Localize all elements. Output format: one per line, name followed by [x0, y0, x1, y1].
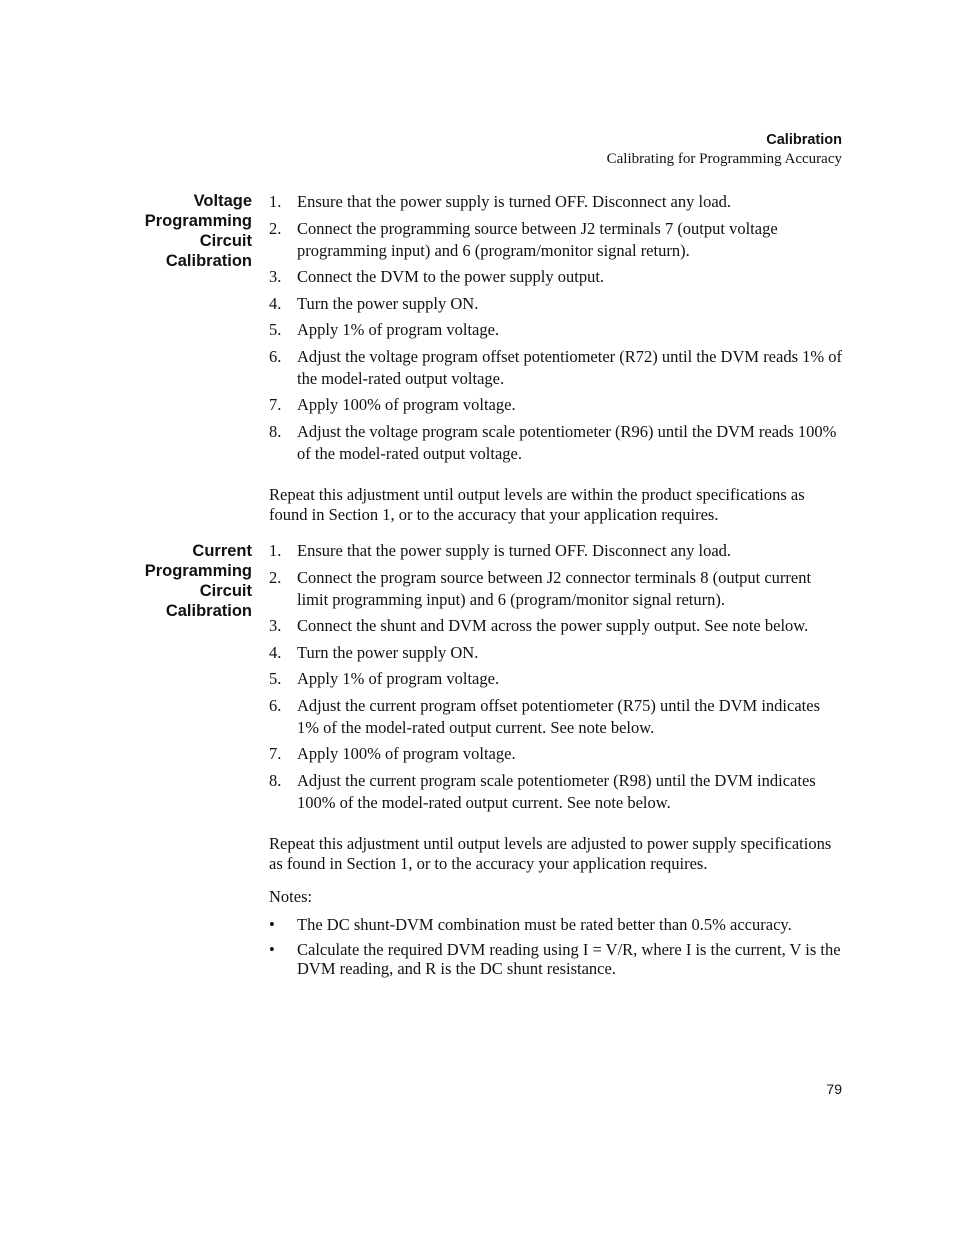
step-number: 8.	[269, 770, 282, 790]
list-item	[269, 567, 844, 611]
step-text: Adjust the voltage program scale potentiometer (R96) until the DVM reads 100% of the model-rated output voltage.	[297, 421, 837, 463]
list-item	[269, 346, 844, 390]
list-item	[269, 293, 844, 315]
list-item	[269, 191, 844, 213]
voltage-steps-list	[269, 191, 844, 465]
step-number: 1.	[269, 541, 282, 560]
list-item	[269, 266, 844, 288]
list-item	[269, 770, 844, 814]
step-text: Turn the power supply ON.	[297, 642, 479, 662]
list-item	[269, 319, 844, 341]
step-number: 3.	[269, 616, 282, 635]
list-item	[269, 642, 844, 664]
heading-line: Programming	[144, 562, 252, 580]
list-item	[269, 695, 844, 739]
notes-list	[269, 915, 844, 978]
current-repeat-paragraph: Repeat this adjustment until output levels are adjusted to power supply specifications as found in Section 1, or to the accuracy your application requires.	[269, 833, 832, 873]
step-number: 7.	[269, 395, 282, 414]
step-number: 2.	[269, 567, 282, 587]
note-text: Calculate the required DVM reading using I = V/R, where I is the current, V is the DVM reading, and R is the DC shunt resistance.	[297, 939, 841, 978]
heading-line: Programming	[144, 212, 252, 230]
list-item	[269, 394, 844, 416]
step-number: 6.	[269, 346, 282, 366]
step-text: Turn the power supply ON.	[297, 293, 479, 313]
list-item	[269, 421, 844, 465]
voltage-section-body	[269, 191, 844, 525]
step-text: Apply 1% of program voltage.	[297, 669, 500, 688]
step-number: 2.	[269, 218, 282, 238]
running-head-chapter: Calibration	[766, 132, 842, 148]
step-text: Connect the program source between J2 connector terminals 8 (output current limit programming input) and 6 (program/monitor signal return).	[297, 567, 812, 609]
step-text: Apply 1% of program voltage.	[297, 320, 500, 339]
list-item	[269, 615, 844, 637]
step-text: Apply 100% of program voltage.	[297, 395, 516, 414]
note-text: The DC shunt-DVM combination must be rated better than 0.5% accuracy.	[297, 914, 792, 934]
current-section-body	[269, 540, 844, 984]
running-head	[607, 131, 842, 168]
list-item	[269, 940, 844, 978]
bullet-icon: •	[269, 914, 275, 934]
list-item	[269, 743, 844, 765]
heading-line: Current	[192, 542, 252, 560]
step-text: Connect the DVM to the power supply output.	[297, 267, 605, 286]
list-item	[269, 915, 844, 934]
voltage-repeat-paragraph: Repeat this adjustment until output levels are within the product specifications as found in Section 1, or to the accuracy that your application requires.	[269, 484, 805, 524]
heading-line: Calibration	[165, 602, 252, 620]
heading-line: Voltage	[193, 192, 252, 210]
step-number: 5.	[269, 320, 282, 339]
step-number: 6.	[269, 695, 282, 715]
step-number: 8.	[269, 421, 282, 441]
step-text: Ensure that the power supply is turned OFF. Disconnect any load.	[297, 541, 732, 560]
voltage-section-heading	[102, 191, 252, 271]
step-number: 4.	[269, 642, 282, 662]
step-text: Ensure that the power supply is turned OFF. Disconnect any load.	[297, 192, 732, 211]
list-item	[269, 218, 844, 262]
step-number: 4.	[269, 293, 282, 313]
heading-line: Calibration	[165, 252, 252, 270]
step-text: Connect the shunt and DVM across the power supply output. See note below.	[297, 616, 809, 635]
notes-label: Notes:	[269, 886, 313, 906]
step-text: Adjust the voltage program offset potentiometer (R72) until the DVM reads 1% of the model-rated output voltage.	[297, 346, 842, 388]
bullet-icon: •	[269, 939, 275, 959]
step-text: Connect the programming source between J2 terminals 7 (output voltage programming input) and 6 (program/monitor signal return).	[297, 218, 778, 260]
step-text: Apply 100% of program voltage.	[297, 744, 516, 763]
running-head-section: Calibrating for Programming Accuracy	[606, 151, 842, 167]
current-steps-list	[269, 540, 844, 814]
step-number: 1.	[269, 192, 282, 211]
step-text: Adjust the current program scale potentiometer (R98) until the DVM indicates 100% of the model-rated output current. See note below.	[297, 770, 816, 812]
current-section-heading	[102, 541, 252, 621]
list-item	[269, 540, 844, 562]
step-number: 3.	[269, 267, 282, 286]
heading-line: Circuit	[199, 232, 252, 250]
step-number: 7.	[269, 744, 282, 763]
heading-line: Circuit	[199, 582, 252, 600]
step-number: 5.	[269, 669, 282, 688]
step-text: Adjust the current program offset potentiometer (R75) until the DVM indicates 1% of the model-rated output current. See note below.	[297, 695, 820, 737]
page-number: 79	[826, 1081, 842, 1097]
list-item	[269, 668, 844, 690]
